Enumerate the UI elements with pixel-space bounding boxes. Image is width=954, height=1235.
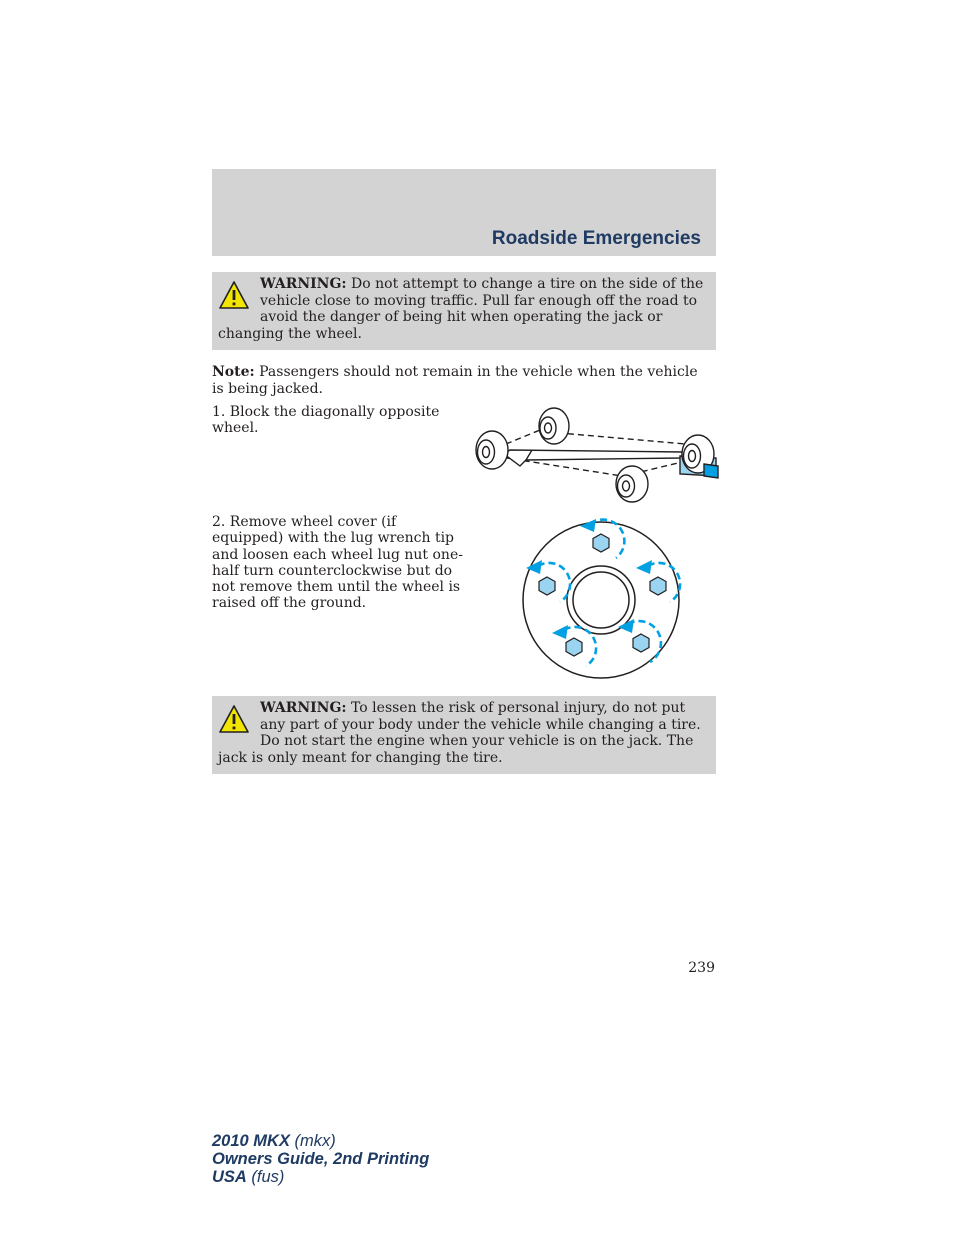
note-text: Passengers should not remain in the vehicle when the vehicle is being jacked. — [212, 364, 698, 397]
section-header — [212, 169, 716, 256]
warning-text: To lessen the risk of personal injury, do not put any part of your body under the vehicle while changing a tire. Do not start the engine when your vehicle is on the jack. The jack is only meant for changing the tire. — [218, 700, 701, 766]
lug-nut-loosening-diagram — [520, 516, 682, 680]
warning-text: Do not attempt to change a tire on the side of the vehicle close to moving traffic. Pull far enough off the road to avoid the danger of being hit when operating the jack or changing the wheel. — [218, 276, 704, 342]
note-label: Note: — [212, 364, 255, 380]
warning-box-personal-injury — [212, 696, 716, 774]
footer-line-edition: Owners Guide, 2nd Printing — [212, 1150, 430, 1168]
step-1-text: 1. Block the diagonally opposite wheel. — [212, 404, 440, 437]
step-2-text: 2. Remove wheel cover (if equipped) with the lug wrench tip and loosen each wheel lug nut one-half turn counterclockwise but do not remove them until the wheel is raised off the ground. — [212, 514, 463, 612]
warning-label: WARNING: — [260, 276, 347, 292]
section-title: Roadside Emergencies — [491, 228, 701, 249]
blocked-wheels-diagram — [472, 404, 720, 504]
warning-triangle-icon — [218, 704, 250, 734]
warning-triangle-icon — [218, 280, 250, 310]
warning-label: WARNING: — [260, 700, 347, 716]
footer-line-region: USA (fus) — [212, 1168, 285, 1186]
document-footer — [212, 1132, 429, 1186]
page-number: 239 — [688, 960, 715, 976]
warning-box-tire-change — [212, 272, 716, 350]
note-paragraph — [212, 364, 702, 398]
footer-line-model: 2010 MKX (mkx) — [212, 1132, 336, 1150]
